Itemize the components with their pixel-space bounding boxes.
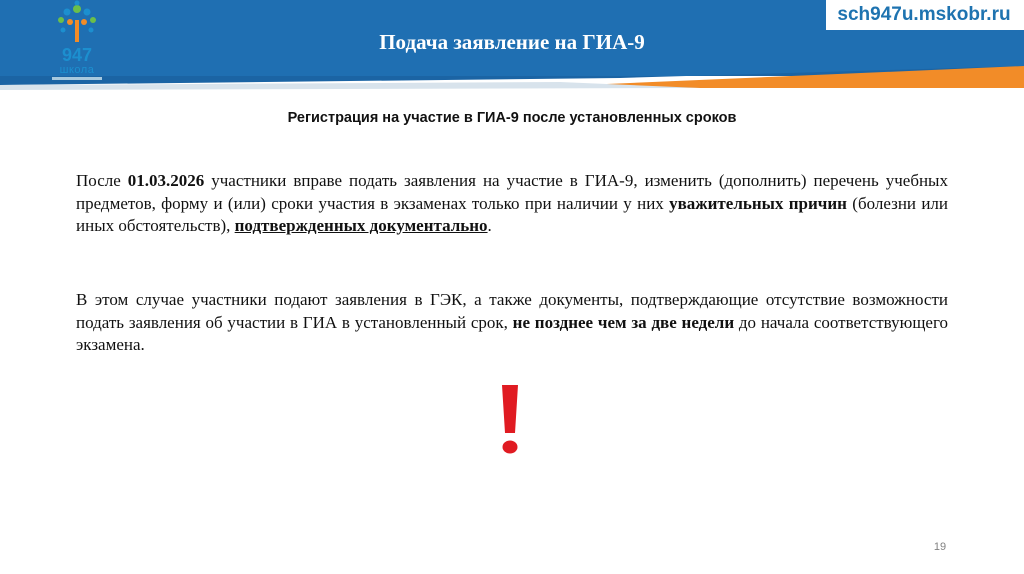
slide-subtitle: Регистрация на участие в ГИА-9 после установленных сроков (287, 110, 737, 126)
logo-underline (52, 77, 102, 80)
paragraph-deadline (76, 170, 948, 238)
p2-text-1: В этом случае участники подают заявления в ГЭК, а также документы, подтверждающие отсутствие возможности подать заявления об участии в ГИА в установленный срок, (76, 290, 948, 332)
slide-header (0, 0, 1024, 92)
logo-word: школа (59, 64, 95, 76)
p1-text-4: . (487, 216, 492, 235)
p1-text-2: участники вправе подать заявления на участие в ГИА-9, изменить (дополнить) перечень учебных предметов, форму и (или) сроки участия в экзаменах только при наличии у них (76, 171, 948, 213)
page-number: 19 (933, 541, 947, 553)
valid-reasons: уважительных причин (669, 193, 847, 213)
exclamation-icon (488, 383, 532, 458)
logo-number: 947 (61, 45, 93, 65)
deadline-date: 01.03.2026 (127, 171, 205, 190)
p1-text-1: После (76, 171, 128, 190)
paragraph-procedure (76, 289, 948, 357)
documented-confirmation: подтвержденных документально (234, 216, 488, 235)
slide-title: Подача заявление на ГИА-9 (379, 30, 645, 54)
p1-text-3: (болезни или иных обстоятельств), (76, 193, 949, 235)
p2-text-2: до начала соответствующего экзамена. (76, 312, 948, 354)
site-url[interactable]: sch947u.mskobr.ru (837, 4, 1011, 25)
two-weeks-deadline: не позднее чем за две недели (512, 312, 735, 332)
site-url-box (826, 2, 1022, 28)
